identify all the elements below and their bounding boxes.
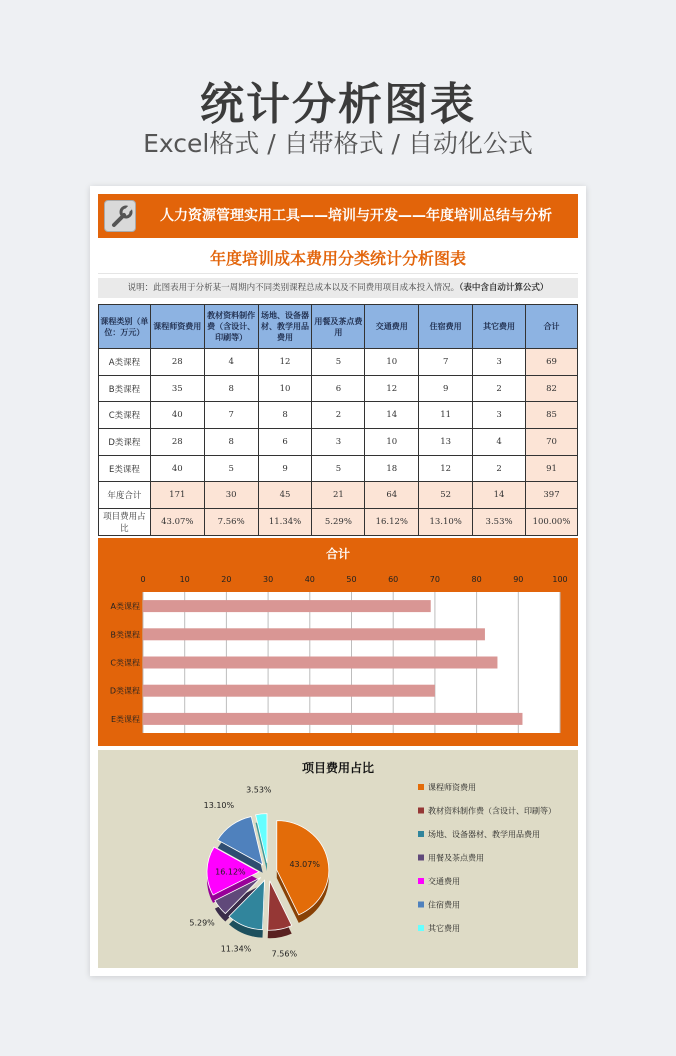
- legend-label: 用餐及茶点费用: [428, 853, 484, 863]
- pie-value-label: 3.53%: [246, 785, 272, 795]
- table-cell: 7: [419, 349, 473, 376]
- table-cell: 6: [258, 429, 312, 456]
- pie-chart: [98, 750, 578, 968]
- table-cell: 5: [312, 349, 365, 376]
- table-cell: 5: [204, 455, 258, 482]
- table-cell: 397: [526, 482, 578, 509]
- spreadsheet-preview: [90, 186, 586, 976]
- table-cell: 171: [150, 482, 204, 509]
- y-category-label: D类课程: [109, 686, 140, 696]
- legend-swatch: [418, 784, 424, 790]
- legend-label: 其它费用: [428, 924, 460, 933]
- column-header: 课程类别（单位：万元）: [99, 305, 151, 349]
- legend-swatch: [418, 878, 424, 884]
- table-cell: 2: [312, 402, 365, 429]
- table-header-row: [99, 305, 578, 349]
- legend-swatch: [418, 831, 424, 837]
- tool-banner: [98, 194, 578, 238]
- column-header: 教材资料制作费（含设计、印刷等）: [204, 305, 258, 349]
- table-cell: 10: [365, 429, 419, 456]
- y-category-label: B类课程: [110, 630, 140, 640]
- table-cell: 30: [204, 482, 258, 509]
- table-row: [99, 509, 578, 536]
- table-cell: 16.12%: [365, 509, 419, 536]
- x-tick-label: 10: [179, 575, 190, 584]
- bar: [143, 600, 431, 612]
- pie-value-label: 16.12%: [215, 867, 246, 877]
- legend-swatch: [418, 808, 424, 814]
- cost-table: [98, 304, 578, 536]
- x-tick-label: 90: [513, 575, 524, 584]
- table-cell: 45: [258, 482, 312, 509]
- table-cell: 100.00%: [526, 509, 578, 536]
- table-cell: 6: [312, 375, 365, 402]
- table-cell: 85: [526, 402, 578, 429]
- bar: [143, 685, 435, 697]
- column-header: 场地、设备器材、教学用品费用: [258, 305, 312, 349]
- table-body: [99, 349, 578, 536]
- bar-chart-title: 合计: [325, 547, 351, 561]
- legend-swatch: [418, 902, 424, 908]
- x-tick-label: 70: [429, 575, 440, 584]
- table-cell: 21: [312, 482, 365, 509]
- table-cell: 8: [204, 429, 258, 456]
- table-cell: 43.07%: [150, 509, 204, 536]
- table-cell: 11.34%: [258, 509, 312, 536]
- table-cell: 7: [204, 402, 258, 429]
- table-cell: 11: [419, 402, 473, 429]
- table-cell: 2: [473, 375, 526, 402]
- table-cell: 7.56%: [204, 509, 258, 536]
- pie-value-label: 43.07%: [289, 859, 320, 869]
- banner-title: 人力资源管理实用工具——培训与开发——年度培训总结与分析: [160, 208, 552, 224]
- pie-value-label: 11.34%: [220, 944, 252, 954]
- column-header: 合计: [526, 305, 578, 349]
- table-cell: 13: [419, 429, 473, 456]
- table-cell: 82: [526, 375, 578, 402]
- table-cell: 64: [365, 482, 419, 509]
- bar-chart: [98, 538, 578, 746]
- legend-label: 场地、设备器材、教学用品费用: [428, 830, 540, 839]
- description-note: [98, 278, 578, 298]
- column-header: 交通费用: [365, 305, 419, 349]
- row-label: 年度合计: [99, 482, 151, 509]
- column-header: 住宿费用: [419, 305, 473, 349]
- x-tick-label: 80: [471, 575, 482, 584]
- table-cell: 40: [150, 455, 204, 482]
- table-cell: 3: [312, 429, 365, 456]
- bar-chart-panel: [98, 538, 578, 746]
- row-label: 项目费用占比: [99, 509, 151, 536]
- table-cell: 4: [473, 429, 526, 456]
- wrench-icon: [104, 200, 136, 232]
- row-label: E类课程: [99, 455, 151, 482]
- table-cell: 12: [365, 375, 419, 402]
- table-cell: 12: [419, 455, 473, 482]
- pie-value-label: 5.29%: [189, 918, 215, 928]
- report-title: 年度培训成本费用分类统计分析图表: [98, 244, 578, 274]
- table-row: [99, 429, 578, 456]
- row-label: B类课程: [99, 375, 151, 402]
- table-cell: 70: [526, 429, 578, 456]
- x-tick-label: 0: [140, 575, 146, 584]
- table-cell: 14: [365, 402, 419, 429]
- row-label: A类课程: [99, 349, 151, 376]
- y-category-label: A类课程: [110, 602, 140, 612]
- table-cell: 13.10%: [419, 509, 473, 536]
- table-cell: 14: [473, 482, 526, 509]
- x-tick-label: 40: [304, 575, 315, 584]
- pie-value-label: 7.56%: [271, 949, 298, 959]
- x-tick-label: 50: [346, 575, 357, 584]
- pie-chart-panel: [98, 750, 578, 968]
- table-row: [99, 455, 578, 482]
- table-cell: 69: [526, 349, 578, 376]
- column-header: 用餐及茶点费用: [312, 305, 365, 349]
- table-cell: 3: [473, 349, 526, 376]
- hero-title: 统计分析图表: [200, 79, 476, 130]
- table-cell: 10: [365, 349, 419, 376]
- table-cell: 9: [419, 375, 473, 402]
- table-cell: 91: [526, 455, 578, 482]
- hero-subtitle: Excel格式 / 自带格式 / 自动化公式: [143, 129, 533, 158]
- bar: [143, 628, 485, 640]
- table-cell: 18: [365, 455, 419, 482]
- legend-label: 教材资料制作费（含设计、印刷等）: [428, 806, 556, 816]
- x-tick-label: 30: [263, 575, 274, 584]
- bar: [143, 657, 497, 669]
- table-cell: 3: [473, 402, 526, 429]
- legend-label: 住宿费用: [428, 900, 460, 910]
- pie-chart-title: 项目费用占比: [301, 761, 375, 775]
- table-cell: 8: [258, 402, 312, 429]
- table-cell: 40: [150, 402, 204, 429]
- x-tick-label: 100: [552, 575, 568, 584]
- table-row: [99, 349, 578, 376]
- note-bold: （表中含自动计算公式）: [459, 283, 549, 293]
- table-cell: 12: [258, 349, 312, 376]
- column-header: 课程师资费用: [150, 305, 204, 349]
- table-cell: 52: [419, 482, 473, 509]
- y-category-label: C类课程: [110, 658, 140, 668]
- table-cell: 9: [258, 455, 312, 482]
- column-header: 其它费用: [473, 305, 526, 349]
- table-cell: 28: [150, 429, 204, 456]
- table-cell: 28: [150, 349, 204, 376]
- table-row: [99, 402, 578, 429]
- x-tick-label: 60: [388, 575, 399, 584]
- row-label: C类课程: [99, 402, 151, 429]
- table-row: [99, 375, 578, 402]
- table-row: [99, 482, 578, 509]
- note-text: 说明：此图表用于分析某一周期内不同类别课程总成本以及不同费用项目成本投入情况。: [127, 283, 460, 293]
- row-label: D类课程: [99, 429, 151, 456]
- legend-label: 课程师资费用: [428, 783, 476, 792]
- table-cell: 5.29%: [312, 509, 365, 536]
- legend-swatch: [418, 855, 424, 861]
- table-cell: 3.53%: [473, 509, 526, 536]
- y-category-label: E类课程: [110, 714, 140, 724]
- table-cell: 4: [204, 349, 258, 376]
- table-cell: 2: [473, 455, 526, 482]
- pie-value-label: 13.10%: [203, 801, 235, 811]
- table-cell: 8: [204, 375, 258, 402]
- legend-swatch: [418, 925, 424, 931]
- x-tick-label: 20: [221, 575, 232, 584]
- table-cell: 5: [312, 455, 365, 482]
- legend-label: 交通费用: [428, 877, 460, 886]
- bar: [143, 713, 522, 725]
- table-cell: 10: [258, 375, 312, 402]
- table-cell: 35: [150, 375, 204, 402]
